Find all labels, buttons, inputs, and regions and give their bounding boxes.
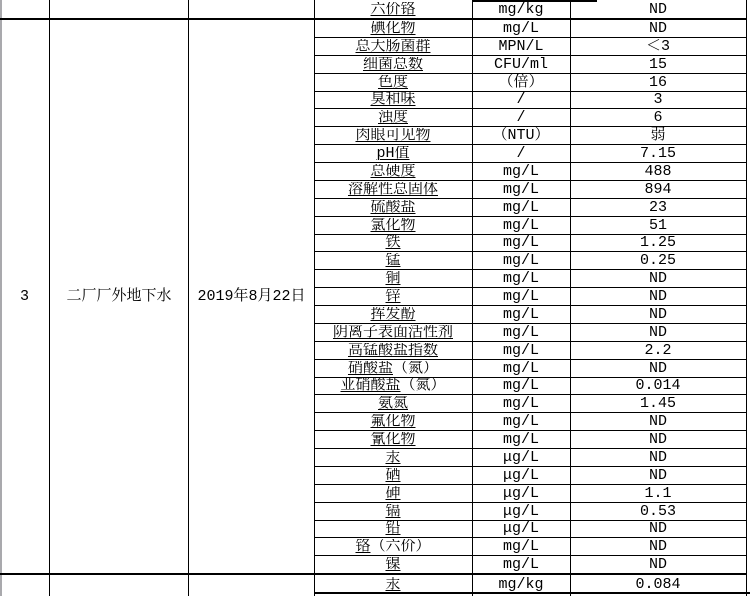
value-cell: ND: [648, 466, 667, 484]
param-cell: [314, 396, 472, 411]
value-cell: 1.45: [639, 395, 676, 413]
param-cell: [314, 218, 472, 233]
unit-cell: mg/L: [502, 305, 539, 323]
unit-cell: MPN/L: [498, 37, 544, 55]
param-name: 溶解性总固体: [347, 181, 438, 197]
param-cell: [314, 57, 472, 72]
value-cell: ND: [648, 448, 667, 466]
value-cell: 3: [653, 91, 663, 109]
sample-site-cell: 二厂厂外地下水: [66, 288, 172, 305]
value-cell: ND: [648, 359, 667, 377]
table-row: [314, 252, 746, 270]
value-cell: ND: [648, 431, 667, 449]
value-cell: 0.014: [635, 377, 681, 395]
param-cell: [314, 92, 472, 107]
value-cell: 23: [648, 198, 667, 216]
unit-cell: mg/L: [502, 538, 539, 556]
grid-line-right-border: [746, 0, 747, 596]
table-row: [314, 431, 746, 449]
param-cell: [314, 577, 472, 592]
param-cell: [314, 521, 472, 536]
table-row: [314, 145, 746, 163]
param-cell: [314, 325, 472, 340]
param-cell: [314, 200, 472, 215]
value-cell: ND: [648, 270, 667, 288]
param-name: 硫酸盐: [370, 199, 416, 215]
unit-cell: mg/L: [502, 162, 539, 180]
param-cell: [314, 182, 472, 197]
param-suffix: （六价）: [370, 539, 431, 555]
sample-number-cell: 3: [19, 288, 29, 305]
unit-cell: mg/L: [502, 252, 539, 270]
table-row: [314, 395, 746, 413]
table-row: [314, 235, 746, 253]
table-row: [314, 127, 746, 145]
param-cell: [314, 557, 472, 572]
table-row: [314, 270, 746, 288]
unit-cell: mg/L: [502, 234, 539, 252]
value-cell: 0.53: [639, 502, 676, 520]
section-rows: [314, 20, 746, 573]
unit-cell: mg/L: [502, 288, 539, 306]
unit-cell: mg/L: [502, 198, 539, 216]
unit-cell: mg/L: [502, 359, 539, 377]
unit-cell: μg/L: [502, 502, 539, 520]
unit-cell: （倍）: [498, 73, 544, 91]
param-cell: [314, 39, 472, 54]
sample-date-cell: 2019年8月22日: [197, 288, 306, 305]
unit-cell: μg/L: [502, 520, 539, 538]
value-cell: 894: [644, 180, 672, 198]
param-name: 臭和味: [370, 92, 416, 108]
table-row-partial-bottom: [314, 575, 746, 594]
unit-cell: mg/L: [502, 180, 539, 198]
value-cell: ND: [648, 538, 667, 556]
param-name: 碘化物: [370, 20, 416, 36]
table-row: [314, 449, 746, 467]
table-row: [314, 74, 746, 92]
value-cell: 1.1: [644, 484, 672, 502]
unit-cell: mg/L: [502, 431, 539, 449]
param-name: 硝酸盐: [347, 360, 393, 376]
unit-cell: mg/L: [502, 413, 539, 431]
param-name: 砷: [385, 485, 401, 501]
value-cell: ND: [648, 288, 667, 306]
table-row: [314, 181, 746, 199]
unit-cell: mg/L: [502, 323, 539, 341]
value-cell: 0.084: [635, 576, 681, 593]
table-row: [314, 378, 746, 396]
param-cell: [314, 539, 472, 554]
value-cell: ＜3: [645, 37, 670, 55]
table-row: [314, 163, 746, 181]
param-cell: [314, 414, 472, 429]
value-cell: 7.15: [639, 145, 676, 163]
unit-cell: μg/L: [502, 448, 539, 466]
table-row: [314, 467, 746, 485]
param-name: 氯化物: [370, 217, 416, 233]
table-row: [314, 92, 746, 110]
param-name: 汞: [385, 449, 401, 465]
table-row: [314, 503, 746, 521]
param-cell: [314, 307, 472, 322]
table-row: [314, 324, 746, 342]
param-name: 总大肠菌群: [355, 38, 431, 54]
param-name: 总硬度: [370, 163, 416, 179]
unit-cell: mg/L: [502, 19, 539, 37]
param-cell: [314, 146, 472, 161]
param-name: 肉眼可见物: [355, 128, 431, 144]
table-row: [314, 199, 746, 217]
unit-cell: mg/kg: [498, 1, 544, 18]
table-row: [314, 556, 746, 573]
param-name: 铬: [355, 539, 371, 555]
param-cell: [314, 110, 472, 125]
param-name: 浊度: [377, 110, 408, 126]
table-row: [314, 306, 746, 324]
table-row: [314, 109, 746, 127]
unit-cell: /: [516, 91, 526, 109]
param-cell: [314, 253, 472, 268]
value-cell: 6: [653, 109, 663, 127]
param-name: 六价铬: [370, 2, 416, 17]
param-cell: [314, 468, 472, 483]
param-name: 色度: [377, 74, 408, 90]
unit-cell: mg/L: [502, 377, 539, 395]
unit-cell: mg/L: [502, 216, 539, 234]
value-cell: 51: [648, 216, 667, 234]
param-name: 汞: [385, 577, 401, 592]
value-cell: ND: [648, 1, 667, 18]
value-cell: ND: [648, 413, 667, 431]
table-row: [314, 288, 746, 306]
table-row: [314, 413, 746, 431]
unit-cell: μg/L: [502, 484, 539, 502]
param-name: 亚硝酸盐: [340, 378, 401, 394]
unit-cell: /: [516, 109, 526, 127]
param-suffix: （氮）: [393, 360, 439, 376]
param-cell: [314, 361, 472, 376]
param-name: 铜: [385, 271, 401, 287]
param-name: 铁: [385, 235, 401, 251]
table-row: [314, 521, 746, 539]
table-row: [314, 38, 746, 56]
table-row: [314, 360, 746, 378]
param-name: 挥发酚: [370, 306, 416, 322]
unit-cell: μg/L: [502, 466, 539, 484]
unit-cell: mg/L: [502, 395, 539, 413]
value-cell: ND: [648, 556, 667, 574]
param-name: 细菌总数: [362, 56, 423, 72]
param-cell: [314, 289, 472, 304]
table-row: [314, 342, 746, 360]
value-cell: 16: [648, 73, 667, 91]
value-cell: ND: [648, 323, 667, 341]
param-name: 锰: [385, 253, 401, 269]
value-cell: 0.25: [639, 252, 676, 270]
table-row: [314, 485, 746, 503]
value-cell: 弱: [650, 127, 666, 145]
param-cell: [314, 343, 472, 358]
table-row: [314, 20, 746, 38]
table-row: [314, 538, 746, 556]
unit-cell: mg/L: [502, 556, 539, 574]
value-cell: ND: [648, 520, 667, 538]
param-suffix: （氮）: [400, 378, 446, 394]
param-name: 镉: [385, 503, 401, 519]
param-cell: [314, 486, 472, 501]
unit-cell: /: [516, 145, 526, 163]
param-name: pH值: [376, 146, 410, 162]
unit-cell: mg/L: [502, 270, 539, 288]
value-cell: 2.2: [644, 341, 672, 359]
unit-cell: mg/kg: [498, 576, 544, 593]
table-row-partial-top: [314, 0, 746, 19]
unit-cell: （NTU）: [492, 127, 550, 145]
param-cell: [314, 450, 472, 465]
param-name: 氟化物: [370, 414, 416, 430]
param-cell: [314, 432, 472, 447]
param-name: 氨氮: [377, 396, 408, 412]
param-name: 铅: [385, 521, 401, 537]
param-cell: [314, 164, 472, 179]
param-cell: [314, 235, 472, 250]
param-name: 硒: [385, 467, 401, 483]
param-name: 镍: [385, 557, 401, 573]
param-cell: [314, 21, 472, 36]
unit-cell: mg/L: [502, 341, 539, 359]
param-cell: [314, 75, 472, 90]
table-row: [314, 56, 746, 74]
value-cell: 488: [644, 162, 672, 180]
unit-cell: CFU/ml: [493, 55, 548, 73]
param-cell: [314, 2, 472, 17]
param-cell: [314, 128, 472, 143]
param-cell: [314, 378, 472, 393]
param-cell: [314, 504, 472, 519]
value-cell: ND: [648, 19, 667, 37]
value-cell: 1.25: [639, 234, 676, 252]
table-row: [314, 217, 746, 235]
value-cell: ND: [648, 305, 667, 323]
param-name: 高锰酸盐指数: [347, 342, 438, 358]
value-cell: 15: [648, 55, 667, 73]
param-name: 阴离子表面活性剂: [332, 324, 453, 340]
param-name: 锌: [385, 289, 401, 305]
param-cell: [314, 271, 472, 286]
param-name: 氰化物: [370, 432, 416, 448]
